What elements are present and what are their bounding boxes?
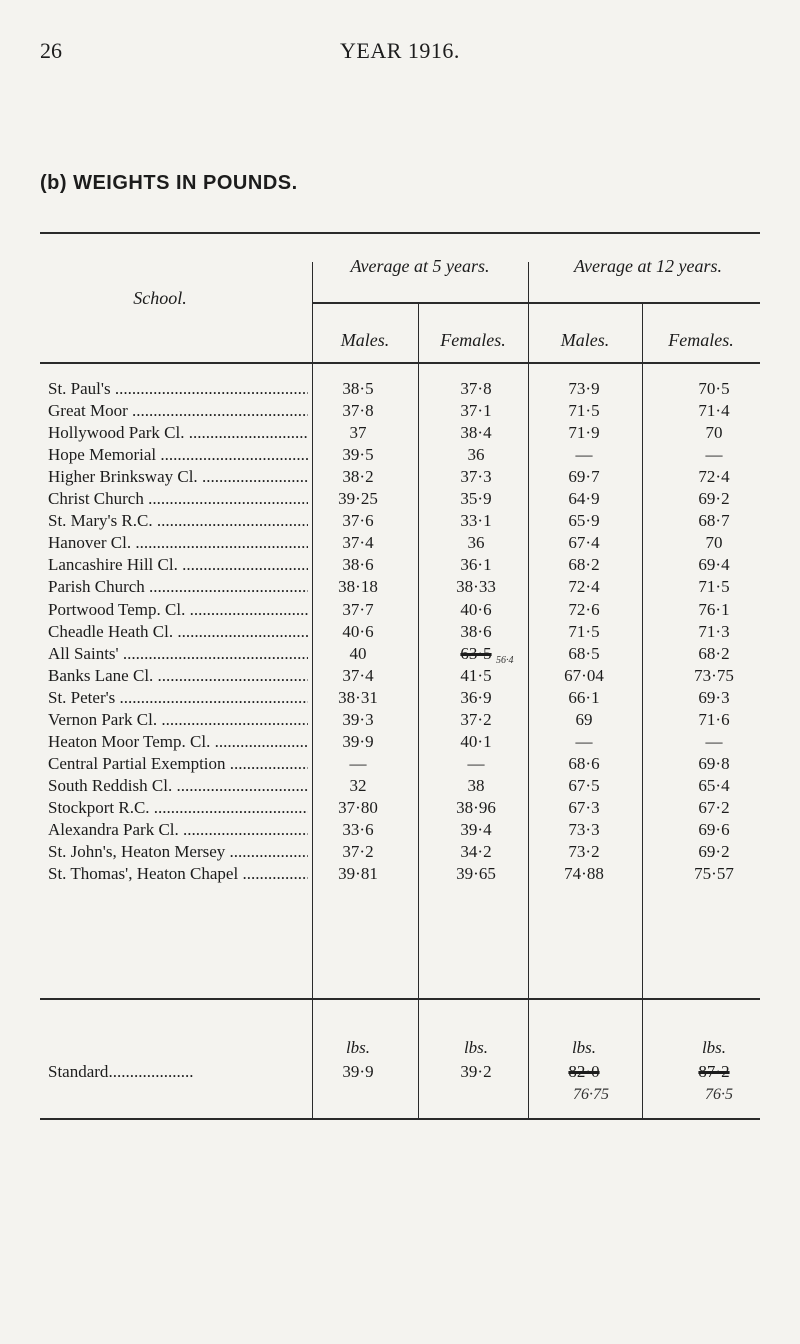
males-5: 37·2 xyxy=(342,842,374,862)
females-12: 73·75 xyxy=(694,665,734,685)
standard-females-12-handwritten: 76·5 xyxy=(705,1086,733,1103)
males-5: 38·2 xyxy=(342,467,374,487)
table-row xyxy=(0,687,800,709)
females-5: 38 xyxy=(467,775,485,795)
females-12: 69·3 xyxy=(698,687,730,707)
school-name: Cheadle Heath Cl. ..... xyxy=(48,621,308,643)
males-5: 33·6 xyxy=(342,820,374,839)
males-5: 39·81 xyxy=(338,864,378,884)
males-5: 37·80 xyxy=(338,797,378,817)
males-5: 39·5 xyxy=(342,445,374,465)
females-12: 72·4 xyxy=(698,467,730,487)
males-12: 71·5 xyxy=(568,621,600,641)
running-head: YEAR 1916. xyxy=(340,38,460,63)
males-12: 67·5 xyxy=(568,775,600,795)
table-row xyxy=(0,863,800,885)
group-header-rule xyxy=(312,302,760,304)
handwritten-correction-note: 56·4 xyxy=(496,655,514,666)
school-name: Hollywood Park Cl. ..... xyxy=(48,422,308,444)
males-5: 38·18 xyxy=(338,577,378,597)
males-5: 37·4 xyxy=(342,533,374,553)
males-12: 72·4 xyxy=(568,577,600,597)
table-row xyxy=(0,753,800,775)
standard-females-5: 39·2 xyxy=(460,1062,492,1081)
school-name: All Saints' ..... xyxy=(48,643,308,665)
females-5: 63·5 xyxy=(460,643,492,663)
females-12: 69·2 xyxy=(698,489,730,509)
males-12: 65·9 xyxy=(568,511,600,531)
males-12: 73·3 xyxy=(568,820,600,839)
females-12: 67·2 xyxy=(698,797,730,817)
males-12: 71·5 xyxy=(568,401,600,421)
females-12: — xyxy=(705,731,723,751)
table-row xyxy=(0,488,800,510)
females-5: 36 xyxy=(467,445,485,465)
males-12: 74·88 xyxy=(564,864,604,884)
females-12: — xyxy=(705,445,723,465)
school-name: St. John's, Heaton Mersey ..... xyxy=(48,841,308,863)
table-row xyxy=(0,775,800,797)
males-12: 66·1 xyxy=(568,687,600,707)
females-12: 70·5 xyxy=(698,379,730,398)
females-5: 37·1 xyxy=(460,401,492,421)
females-5: 40·1 xyxy=(460,731,492,751)
males-5: 32 xyxy=(349,775,367,795)
table-row xyxy=(0,532,800,554)
males-5: 39·3 xyxy=(342,709,374,729)
header-average-5-years: Average at 5 years. xyxy=(350,256,490,276)
males-5: 37·4 xyxy=(342,665,374,685)
males-5: 38·5 xyxy=(342,379,374,398)
standard-top-rule xyxy=(40,998,760,1000)
females-12: 69·6 xyxy=(698,820,730,839)
school-name: Christ Church ..... xyxy=(48,488,308,510)
males-5: 37·7 xyxy=(342,599,374,619)
school-name: Hope Memorial ..... xyxy=(48,444,308,466)
school-name: Central Partial Exemption ..... xyxy=(48,753,308,775)
females-12: 71·6 xyxy=(698,709,730,729)
table-row xyxy=(0,576,800,598)
females-12: 71·5 xyxy=(698,577,730,597)
females-5: 38·33 xyxy=(456,577,496,597)
females-12: 71·4 xyxy=(698,401,730,421)
table-row xyxy=(0,731,800,753)
males-12: 73·2 xyxy=(568,842,600,862)
school-name: Higher Brinksway Cl. ..... xyxy=(48,466,308,488)
units-males-12: lbs. xyxy=(571,1038,597,1057)
females-5: 37·8 xyxy=(460,379,492,398)
males-5: 40 xyxy=(349,643,367,663)
males-12: 67·3 xyxy=(568,797,600,817)
females-5: — xyxy=(467,753,485,773)
table-row xyxy=(0,709,800,731)
females-12: 71·3 xyxy=(698,621,730,641)
males-12: — xyxy=(575,731,593,751)
females-5: 37·2 xyxy=(460,709,492,729)
standard-males-12-struck: 82·0 xyxy=(568,1062,600,1081)
units-females-5: lbs. xyxy=(463,1038,489,1057)
school-name: Great Moor ..... xyxy=(48,400,308,422)
females-5: 38·96 xyxy=(456,797,496,817)
school-name: St. Mary's R.C. ..... xyxy=(48,510,308,532)
table-row xyxy=(0,599,800,621)
females-5: 36·1 xyxy=(460,555,492,575)
females-12: 68·7 xyxy=(698,511,730,531)
males-12: 72·6 xyxy=(568,599,600,619)
school-name: Heaton Moor Temp. Cl. ..... xyxy=(48,731,308,753)
table-row xyxy=(0,444,800,466)
table-row xyxy=(0,797,800,819)
males-12: 68·2 xyxy=(568,555,600,575)
females-12: 69·4 xyxy=(698,555,730,575)
table-row xyxy=(0,621,800,643)
standard-males-12-handwritten: 76·75 xyxy=(573,1086,609,1103)
table-row xyxy=(0,643,800,665)
standard-males-5: 39·9 xyxy=(342,1062,374,1081)
females-5: 41·5 xyxy=(460,665,492,685)
school-name: Vernon Park Cl. ..... xyxy=(48,709,308,731)
females-5: 34·2 xyxy=(460,842,492,862)
males-12: 68·6 xyxy=(568,753,600,773)
females-5: 40·6 xyxy=(460,599,492,619)
males-5: 38·31 xyxy=(338,687,378,707)
females-5: 33·1 xyxy=(460,511,492,531)
school-name: Stockport R.C. ..... xyxy=(48,797,308,819)
table-row xyxy=(0,400,800,422)
school-name: Banks Lane Cl. ..... xyxy=(48,665,308,687)
males-12: 67·4 xyxy=(568,533,600,553)
header-males-12: Males. xyxy=(560,330,610,350)
units-females-12: lbs. xyxy=(701,1038,727,1057)
males-12: 69 xyxy=(575,709,593,729)
units-males-5: lbs. xyxy=(345,1038,371,1057)
males-5: 40·6 xyxy=(342,621,374,641)
males-12: 68·5 xyxy=(568,643,600,663)
females-12: 69·2 xyxy=(698,842,730,862)
table-top-rule xyxy=(40,232,760,234)
header-females-12: Females. xyxy=(668,330,734,350)
school-name: St. Peter's ..... xyxy=(48,687,308,709)
females-5: 38·6 xyxy=(460,621,492,641)
males-12: 73·9 xyxy=(568,379,600,398)
table-row xyxy=(0,378,800,400)
females-5: 39·4 xyxy=(460,820,492,839)
males-5: 39·9 xyxy=(342,731,374,751)
school-name: Portwood Temp. Cl. ..... xyxy=(48,599,308,621)
table-row xyxy=(0,554,800,576)
standard-females-12-struck: 87·2 xyxy=(698,1062,730,1081)
males-12: 69·7 xyxy=(568,467,600,487)
header-females-5: Females. xyxy=(440,330,506,350)
school-name: South Reddish Cl. ..... xyxy=(48,775,308,797)
school-name: Parish Church ..... xyxy=(48,576,308,598)
header-average-12-years: Average at 12 years. xyxy=(574,256,722,276)
table-bottom-rule xyxy=(40,1118,760,1120)
school-name: Hanover Cl. ..... xyxy=(48,532,308,554)
females-12: 65·4 xyxy=(698,775,730,795)
males-12: — xyxy=(575,445,593,465)
males-5: — xyxy=(349,753,367,773)
females-5: 37·3 xyxy=(460,467,492,487)
males-12: 64·9 xyxy=(568,489,600,509)
females-12: 76·1 xyxy=(698,599,730,619)
table-row xyxy=(0,466,800,488)
females-12: 68·2 xyxy=(698,643,730,663)
females-5: 35·9 xyxy=(460,489,492,509)
females-5: 36 xyxy=(467,533,485,553)
table-row xyxy=(0,422,800,444)
table-row xyxy=(0,665,800,687)
page-number: 26 xyxy=(40,38,62,63)
table-row xyxy=(0,841,800,863)
males-5: 37·8 xyxy=(342,401,374,421)
males-5: 37·6 xyxy=(342,511,374,531)
table-row xyxy=(0,819,800,841)
males-12: 71·9 xyxy=(568,423,600,443)
males-5: 39·25 xyxy=(338,489,378,509)
school-name: Lancashire Hill Cl. ..... xyxy=(48,554,308,576)
females-12: 75·57 xyxy=(694,864,734,884)
females-5: 38·4 xyxy=(460,423,492,443)
females-12: 70 xyxy=(705,533,723,553)
females-12: 69·8 xyxy=(698,753,730,773)
standard-label: Standard.................... xyxy=(48,1062,194,1081)
males-5: 37 xyxy=(349,423,367,443)
school-name: St. Thomas', Heaton Chapel ..... xyxy=(48,863,308,885)
females-5: 39·65 xyxy=(456,864,496,884)
males-5: 38·6 xyxy=(342,555,374,575)
females-12: 70 xyxy=(705,423,723,443)
males-12: 67·04 xyxy=(564,665,604,685)
school-name: St. Paul's ..... xyxy=(48,378,308,400)
header-school: School. xyxy=(133,288,187,308)
table-row xyxy=(0,510,800,532)
school-name: Alexandra Park Cl. ..... xyxy=(48,819,308,841)
header-males-5: Males. xyxy=(340,330,390,350)
header-bottom-rule xyxy=(40,362,760,364)
females-5: 36·9 xyxy=(460,687,492,707)
section-heading: (b) WEIGHTS IN POUNDS. xyxy=(40,172,298,194)
